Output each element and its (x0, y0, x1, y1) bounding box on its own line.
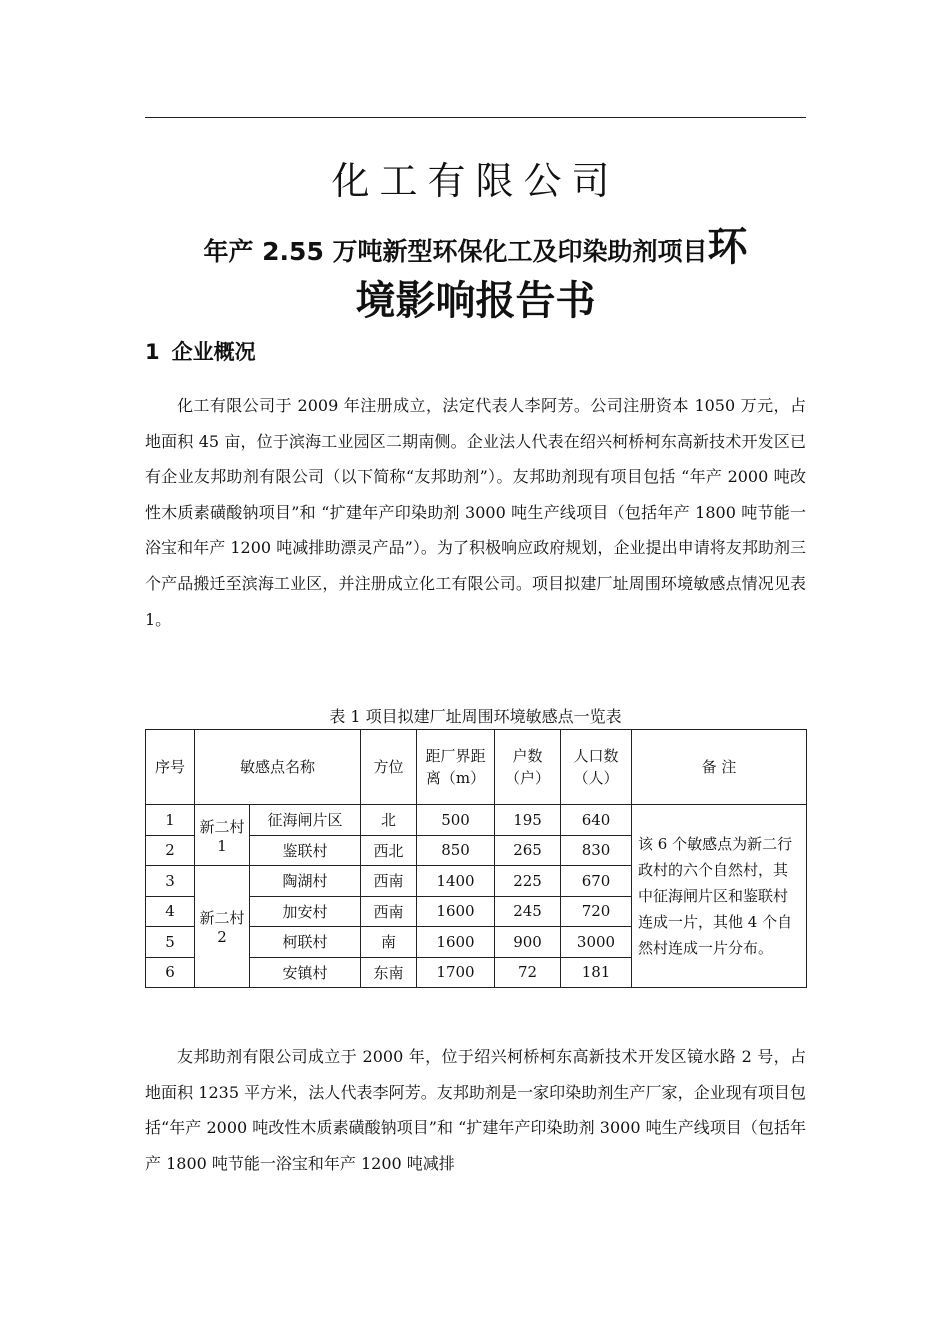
title-line1-big: 环 (707, 224, 748, 270)
cell-seq: 4 (146, 896, 195, 927)
table-caption: 表 1 项目拟建厂址周围环境敏感点一览表 (329, 707, 622, 726)
cell-population: 670 (561, 866, 632, 897)
title-line1: 年产 2.55 万吨新型环保化工及印染助剂项目 (203, 237, 708, 266)
cell-distance: 1400 (417, 866, 495, 897)
cell-distance: 1600 (417, 896, 495, 927)
cell-population: 181 (561, 957, 632, 988)
cell-households: 265 (495, 835, 561, 866)
header-direction: 方位 (361, 730, 417, 805)
note-cell: 该 6 个敏感点为新二行政村的六个自然村，其中征海闸片区和鉴联村连成一片，其他 4 个自然村连成一片分布。 (632, 805, 807, 988)
header-households: 户数（户） (495, 730, 561, 805)
header-distance: 距厂界距离（m） (417, 730, 495, 805)
cell-population: 720 (561, 896, 632, 927)
table-header-row (146, 730, 807, 805)
cell-direction: 北 (361, 805, 417, 836)
cell-direction: 南 (361, 927, 417, 958)
table-row (146, 805, 807, 836)
cell-direction: 西南 (361, 866, 417, 897)
section-label: 企业概况 (171, 340, 256, 364)
cell-name: 征海闸片区 (250, 805, 361, 836)
group-cell: 新二村 1 (195, 805, 250, 866)
title-line2: 境影响报告书 (355, 278, 596, 324)
cell-direction: 西南 (361, 896, 417, 927)
cell-seq: 5 (146, 927, 195, 958)
cell-households: 195 (495, 805, 561, 836)
cell-name: 鉴联村 (250, 835, 361, 866)
sensitive-points-table (145, 729, 807, 988)
company-name: 化工有限公司 (331, 159, 620, 203)
cell-seq: 6 (146, 957, 195, 988)
cell-distance: 500 (417, 805, 495, 836)
header-seq: 序号 (146, 730, 195, 805)
header-note: 备 注 (632, 730, 807, 805)
cell-name: 安镇村 (250, 957, 361, 988)
cell-households: 245 (495, 896, 561, 927)
cell-distance: 850 (417, 835, 495, 866)
cell-population: 640 (561, 805, 632, 836)
cell-population: 3000 (561, 927, 632, 958)
section-number: 1 (145, 340, 160, 364)
paragraph-2: 友邦助剂有限公司成立于 2000 年，位于绍兴柯桥柯东高新技术开发区镜水路 2 号，占地面积 1235 平方米，法人代表李阿芳。友邦助剂是一家印染助剂生产厂家，企业现有项目包括“年产 2000 吨改性木质素磺酸钠项目”和 “扩建年产印染助剂 3000 吨生产线项目（包括年产 1800 吨节能一浴宝和年产 1200 吨减排 (145, 1047, 806, 1173)
cell-direction: 西北 (361, 835, 417, 866)
section-heading (145, 336, 256, 366)
cell-households: 72 (495, 957, 561, 988)
cell-population: 830 (561, 835, 632, 866)
cell-seq: 1 (146, 805, 195, 836)
header-name: 敏感点名称 (195, 730, 361, 805)
group-cell: 新二村 2 (195, 866, 250, 988)
header-rule (145, 117, 806, 118)
cell-seq: 3 (146, 866, 195, 897)
cell-name: 柯联村 (250, 927, 361, 958)
header-population: 人口数（人） (561, 730, 632, 805)
cell-seq: 2 (146, 835, 195, 866)
cell-name: 加安村 (250, 896, 361, 927)
cell-households: 900 (495, 927, 561, 958)
cell-name: 陶湖村 (250, 866, 361, 897)
cell-distance: 1700 (417, 957, 495, 988)
report-title (145, 222, 806, 325)
cell-households: 225 (495, 866, 561, 897)
paragraph-1: 化工有限公司于 2009 年注册成立，法定代表人李阿芳。公司注册资本 1050 万元，占地面积 45 亩，位于滨海工业园区二期南侧。企业法人代表在绍兴柯桥柯东高新技术开发区已有企业友邦助剂有限公司（以下简称“友邦助剂”）。友邦助剂现有项目包括 “年产 2000 吨改性木质素磺酸钠项目”和 “扩建年产印染助剂 3000 吨生产线项目（包括年产 1800 吨节能一浴宝和年产 1200 吨减排助漂灵产品”）。为了积极响应政府规划，企业提出申请将友邦助剂三个产品搬迁至滨海工业区，并注册成立化工有限公司。项目拟建厂址周围环境敏感点情况见表 1。 (145, 396, 806, 629)
cell-distance: 1600 (417, 927, 495, 958)
cell-direction: 东南 (361, 957, 417, 988)
